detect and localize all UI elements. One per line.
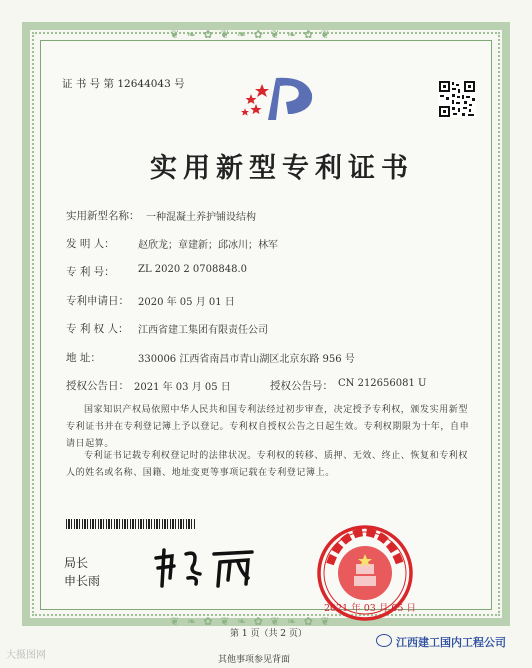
field-value-name: 一种混凝土养护铺设结构 [146,212,256,223]
field-label-name: 实用新型名称： [66,210,140,222]
wechat-icon [376,634,392,647]
director-title: 局长 [64,556,89,570]
grant-statement: 国家知识产权局依照中华人民共和国专利法经过初步审查，决定授予专利权，颁发实用新型专利证书并在专利登记簿上予以登记。专利权自授权公告之日起生效。专利权期限为十年，自申请日起算。 [66,405,470,449]
barcode [66,519,196,529]
seal-date: 2021 年 03 月 05 日 [324,603,416,614]
field-label-patentee: 专 利 权 人： [66,323,129,335]
qr-code-icon [438,80,476,118]
cnipa-logo-icon [236,72,320,124]
announce-date-value: 2021 年 03 月 05 日 [134,382,231,393]
page-info: 第 1 页（共 2 页） [230,629,307,639]
watermark-right [376,634,506,650]
announce-number-label: 授权公告号： [270,380,333,392]
field-value-patentee: 江西省建工集团有限责任公司 [138,325,268,336]
vine-ornament: ❦ ❧ ✿ ❦ ❧ ✿ ❦ ❧ ✿ ❦ [170,28,332,41]
watermark-left: 大摄图网 [6,650,46,661]
watermark-right-text: 江西建工国内工程公司 [396,636,506,649]
field-label-patent-number: 专 利 号： [66,266,115,278]
announce-number-value: CN 212656081 U [338,378,427,389]
field-label-address: 地 址： [66,352,101,364]
director-signature [148,544,266,590]
certificate-title: 实用新型专利证书 [150,153,414,184]
field-value-address: 330006 江西省南昌市青山湖区北京东路 956 号 [138,354,355,365]
field-label-inventors: 发 明 人： [66,238,115,250]
announce-date-label: 授权公告日： [66,380,129,392]
field-value-patent-number: ZL 2020 2 0708848.0 [138,264,248,275]
footer-note: 其他事项参见背面 [218,655,291,665]
certificate-number: 证 书 号 第 12644043 号 [62,78,185,90]
field-value-inventors: 赵欣龙；章建新；邱冰川；林军 [138,240,278,251]
field-label-filing-date: 专利申请日： [66,295,129,307]
director-name: 申长雨 [64,574,101,588]
field-value-filing-date: 2020 年 05 月 01 日 [138,297,235,308]
legal-status-statement: 专利证书记载专利权登记时的法律状况。专利权的转移、质押、无效、终止、恢复和专利权人的姓名或名称、国籍、地址变更等事项记载在专利登记簿上。 [66,451,469,478]
vine-ornament-bottom: ❦ ❧ ✿ ❦ ❧ ✿ ❦ ❧ ✿ ❦ [170,615,332,628]
